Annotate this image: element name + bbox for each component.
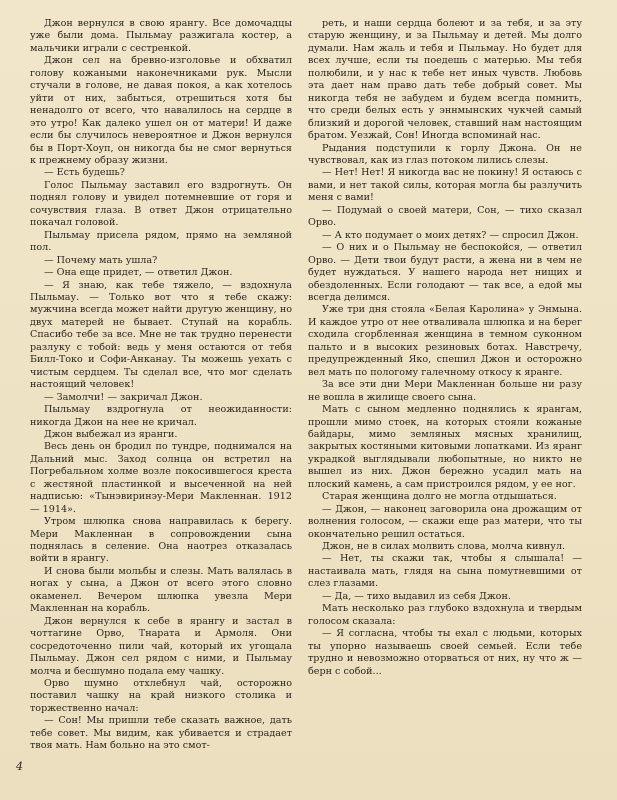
paragraph: Мать несколько раз глубоко вздохнула и твердым голосом сказала: — [308, 603, 582, 627]
paragraph: И снова были мольбы и слезы. Мать валялась в ногах у сына, а Джон от всего этого словно окаменел. Вечером шлюпка увезла Мери Макленнан на корабль. — [30, 565, 292, 615]
paragraph: — Сон! Мы пришли тебе сказать важное, дать тебе совет. Мы видим, как убивается и страдает твоя мать. Нам больно на это смот- — [30, 715, 292, 752]
paragraph: реть, и наши сердца болеют и за тебя, и за эту старую женщину, и за Пыльмау и детей. Мы долго думали. Нам жаль и тебя и Пыльмау. Но будет для всех лучше, если ты поедешь с матерью. Мы тебя полюбили, и у нас к тебе нет иных чувств. Любовь эта дает нам право дать тебе добрый совет. Мы никогда тебя не забудем и будем всегда помнить, что среди белых есть у эннмынских чукчей самый близкий и дорогой человек, ставший нам настоящим братом. Уезжай, Сон! Иногда вспоминай нас. — [308, 18, 582, 142]
paragraph: Джон сел на бревно-изголовье и обхватил голову кожаными наконечниками рук. Мысли стучали в голове, не давая покоя, а как хотелось уйти от них, забыться, отрешиться хотя бы ненадолго от всего, что навалилось на сердце в это утро! Как далеко ушел он от матери! И даже если бы случилось невероятное и Джон вернулся бы в Порт-Хоуп, он никогда бы не смог вернуться к прежнему образу жизни. — [30, 55, 292, 166]
paragraph: Джон выбежал из яранги. — [44, 428, 178, 440]
paragraph: — О них и о Пыльмау не беспокойся, — ответил Орво. — Дети твои будут расти, а жена ни в чем не будет нуждаться. У нашего народа нет нищих и обездоленных. Если голодают — так все, а едой мы всегда делимся. — [308, 242, 582, 303]
paragraph: — Нет! Нет! Я никогда вас не покину! Я остаюсь с вами, и нет такой силы, которая могла бы разлучить меня с вами! — [308, 167, 582, 204]
paragraph: Пыльмау вздрогнула от неожиданности: никогда Джон на нее не кричал. — [30, 404, 292, 428]
paragraph: — А кто подумает о моих детях? — спросил Джон. — [322, 229, 579, 241]
paragraph: — Замолчи! — закричал Джон. — [44, 391, 203, 403]
paragraph: Орво шумно отхлебнул чай, осторожно поставил чашку на край низкого столика и торжественно начал: — [30, 678, 292, 714]
paragraph: За все эти дни Мери Макленнан больше ни разу не вошла в жилище своего сына. — [308, 379, 582, 403]
paragraph: Джон вернулся в свою ярангу. Все домочадцы уже были дома. Пыльмау разжигала костер, а мальчики играли с сестренкой. — [30, 18, 292, 54]
right-column — [308, 18, 582, 678]
paragraph: — Есть будешь? — [44, 167, 125, 179]
left-column — [30, 18, 292, 753]
paragraph: — Да, — тихо выдавил из себя Джон. — [322, 590, 511, 602]
paragraph: Голос Пыльмау заставил его вздрогнуть. Он поднял голову и увидел потемневшие от горя и сочувствия глаза. В ответ Джон отрицательно покачал головой. — [30, 179, 292, 229]
paragraph: Мать с сыном медленно поднялись к ярангам, прошли мимо стоек, на которых стояли кожаные байдары, мимо земляных мясных хранилищ, закрытых костяными китовыми лопатками. Из яранг украдкой выглядывали любопытные, но никто не вышел из них. Джон бережно усадил мать на плоский камень, а сам пристроился рядом, у ее ног. — [308, 404, 582, 490]
paragraph: Уже три дня стояла «Белая Каролина» у Энмына. И каждое утро от нее отваливала шлюпка и на берег сходила сгорбленная женщина в темном суконном пальто и в высоких резиновых ботах. Навстречу, предупрежденный Яко, спешил Джон и осторожно вел мать по пологому галечному откосу к яранге. — [308, 304, 582, 378]
paragraph: Весь день он бродил по тундре, поднимался на Дальний мыс. Заход солнца он встретил на Погребальном холме возле покосившегося креста с жестяной пластинкой и высеченной на ней надписью: «Тынэвиринэу-Мери Макленнан. 1912 — 1914». — [30, 441, 292, 515]
paragraph: Джон вернулся к себе в ярангу и застал в чоттагине Орво, Тнарата и Армоля. Они сосредоточенно пили чай, который их угощала Пыльмау. Джон сел рядом с ними, и Пыльмау молча и бесшумно подала ему чашку. — [30, 615, 292, 677]
paragraph: Джон, не в силах молвить слова, молча кивнул. — [322, 541, 566, 553]
paragraph: — Джон, — наконец заговорила она дрожащим от волнения голосом, — скажи еще раз матери, что ты окончательно решил остаться. — [308, 503, 582, 540]
page-number: 4 — [16, 760, 23, 773]
paragraph: — Она еще придет, — ответил Джон. — [44, 267, 233, 279]
paragraph: Старая женщина долго не могла отдышаться. — [322, 491, 557, 503]
paragraph: Рыдания подступили к горлу Джона. Он не чувствовал, как из глаз потоком лились слезы. — [308, 142, 582, 166]
paragraph: Утром шлюпка снова направилась к берегу. Мери Макленнан в сопровождении сына поднялась в селение. Она наотрез отказалась войти в ярангу. — [30, 516, 292, 565]
paragraph: Пыльмау присела рядом, прямо на земляной пол. — [30, 229, 292, 254]
paragraph: — Подумай о своей матери, Сон, — тихо сказал Орво. — [308, 204, 582, 229]
paragraph: — Я знаю, как тебе тяжело, — вздохнула Пыльмау. — Только вот что я тебе скажу: мужчина всегда может найти другую женщину, но двух матерей не бывает. Ступай на корабль. Спасибо тебе за все. Мне не так трудно перенести разлуку с тобой: ведь у меня остаются от тебя Билл-Токо и Софи-Анканау. Ты можешь уехать с чистым сердцем. Ты сделал все, что мог сделать настоящий человек! — [30, 279, 292, 391]
paragraph: — Нет, ты скажи так, чтобы я слышала! — настаивала мать, глядя на сына помутневшими от слез глазами. — [308, 553, 582, 590]
paragraph: — Я согласна, чтобы ты ехал с людьми, которых ты упорно называешь своей семьей. Если тебе трудно и невозможно оторваться от них, ну что ж — берн с собой... — [308, 628, 582, 677]
paragraph: — Почему мать ушла? — [44, 254, 158, 266]
